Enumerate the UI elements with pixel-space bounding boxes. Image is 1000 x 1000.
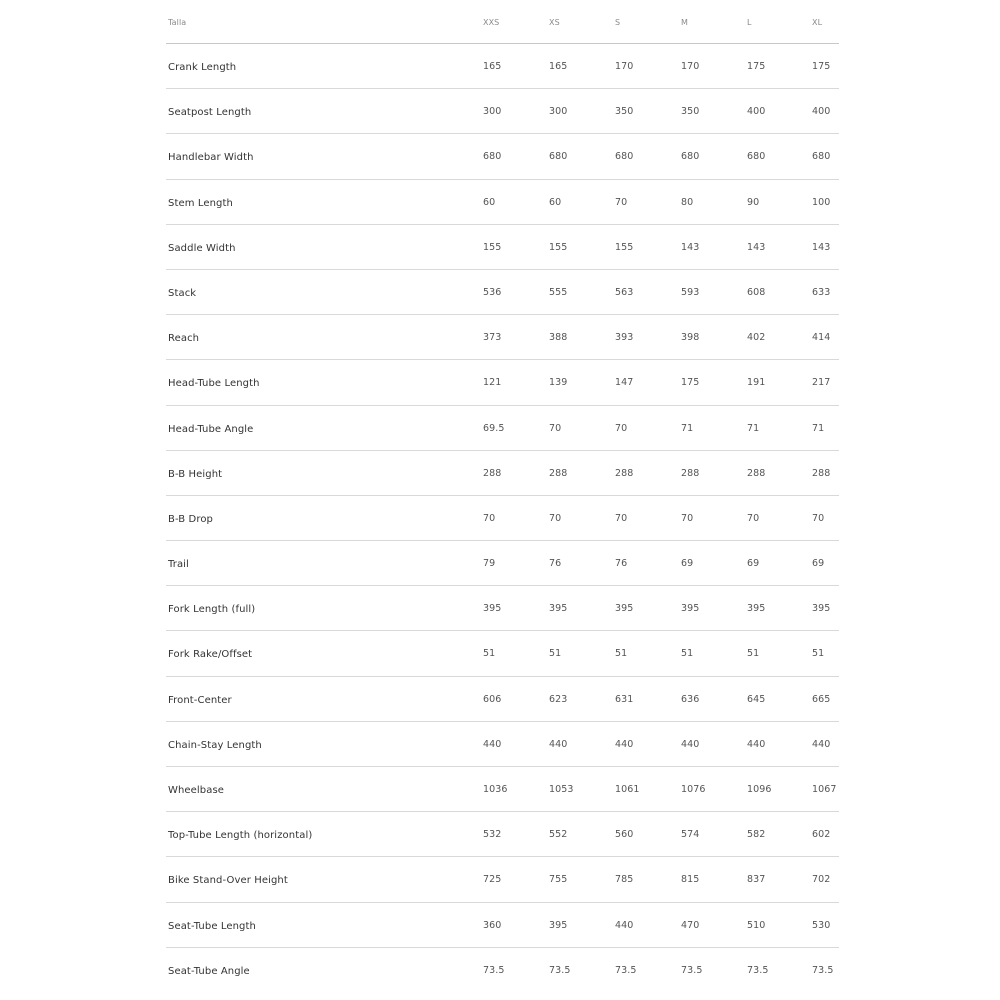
table-row bbox=[166, 722, 839, 767]
row-value: 510 bbox=[747, 919, 766, 931]
row-value: 300 bbox=[549, 106, 568, 118]
row-value: 470 bbox=[681, 919, 700, 931]
row-value: 143 bbox=[812, 241, 831, 253]
row-value: 440 bbox=[615, 738, 634, 750]
table-row bbox=[166, 496, 839, 541]
table-row bbox=[166, 225, 839, 270]
table-row bbox=[166, 360, 839, 405]
row-value: 147 bbox=[615, 377, 634, 389]
table-row bbox=[166, 315, 839, 360]
geometry-table bbox=[166, 0, 839, 993]
row-value: 139 bbox=[549, 377, 568, 389]
row-label: Seat-Tube Angle bbox=[168, 965, 250, 977]
table-row bbox=[166, 541, 839, 586]
row-label: Bike Stand-Over Height bbox=[168, 875, 288, 887]
row-value: 440 bbox=[747, 738, 766, 750]
row-value: 80 bbox=[681, 196, 694, 208]
row-value: 593 bbox=[681, 286, 700, 298]
row-value: 606 bbox=[483, 693, 502, 705]
table-row bbox=[166, 903, 839, 948]
row-value: 574 bbox=[681, 829, 700, 841]
row-value: 373 bbox=[483, 332, 502, 344]
row-value: 395 bbox=[483, 603, 502, 615]
row-value: 680 bbox=[681, 151, 700, 163]
row-label: Crank Length bbox=[168, 62, 237, 73]
row-value: 360 bbox=[483, 919, 502, 931]
table-row bbox=[166, 89, 839, 134]
row-value: 71 bbox=[681, 422, 694, 434]
row-value: 680 bbox=[812, 151, 831, 163]
table-row bbox=[166, 812, 839, 857]
row-value: 155 bbox=[483, 241, 502, 253]
row-value: 1036 bbox=[483, 784, 508, 795]
table-row bbox=[166, 631, 839, 676]
row-value: 395 bbox=[615, 603, 634, 615]
row-value: 73.5 bbox=[615, 964, 637, 976]
row-value: 1053 bbox=[549, 784, 574, 795]
row-value: 175 bbox=[747, 61, 766, 72]
row-label: B-B Height bbox=[168, 468, 223, 480]
row-value: 70 bbox=[549, 512, 562, 524]
row-value: 395 bbox=[747, 603, 766, 615]
row-value: 665 bbox=[812, 693, 831, 705]
table-row bbox=[166, 406, 839, 451]
row-value: 400 bbox=[812, 106, 831, 118]
row-value: 100 bbox=[812, 196, 831, 208]
row-value: 288 bbox=[549, 467, 568, 479]
header-size-label: Talla bbox=[168, 18, 187, 27]
row-value: 76 bbox=[615, 558, 628, 570]
row-value: 73.5 bbox=[681, 964, 703, 976]
header-size-xs: XS bbox=[549, 18, 560, 27]
row-value: 71 bbox=[812, 422, 825, 434]
row-value: 51 bbox=[483, 648, 496, 660]
row-label: Chain-Stay Length bbox=[168, 739, 262, 751]
table-row bbox=[166, 451, 839, 496]
row-label: Seat-Tube Length bbox=[168, 920, 256, 932]
row-value: 288 bbox=[681, 467, 700, 479]
row-value: 90 bbox=[747, 196, 760, 208]
row-value: 143 bbox=[681, 241, 700, 253]
row-value: 398 bbox=[681, 332, 700, 344]
row-label: Stack bbox=[168, 287, 197, 299]
row-value: 143 bbox=[747, 241, 766, 253]
row-value: 51 bbox=[549, 648, 562, 660]
header-size-xxs: XXS bbox=[483, 18, 500, 27]
row-value: 70 bbox=[615, 422, 628, 434]
row-value: 440 bbox=[681, 738, 700, 750]
row-value: 555 bbox=[549, 286, 568, 298]
row-value: 636 bbox=[681, 693, 700, 705]
row-label: Saddle Width bbox=[168, 242, 236, 254]
table-row bbox=[166, 586, 839, 631]
row-value: 121 bbox=[483, 377, 502, 389]
row-label: Top-Tube Length (horizontal) bbox=[168, 830, 313, 842]
row-value: 395 bbox=[812, 603, 831, 615]
row-value: 608 bbox=[747, 286, 766, 298]
table-row bbox=[166, 677, 839, 722]
row-value: 440 bbox=[812, 738, 831, 750]
row-value: 191 bbox=[747, 377, 766, 389]
row-value: 70 bbox=[681, 512, 694, 524]
row-value: 414 bbox=[812, 332, 831, 344]
row-label: Head-Tube Angle bbox=[168, 423, 254, 435]
row-value: 563 bbox=[615, 286, 634, 298]
row-value: 70 bbox=[812, 512, 825, 524]
row-value: 69 bbox=[812, 558, 825, 570]
row-value: 582 bbox=[747, 829, 766, 841]
row-value: 560 bbox=[615, 829, 634, 841]
row-value: 69.5 bbox=[483, 422, 505, 434]
table-row bbox=[166, 857, 839, 902]
row-value: 70 bbox=[615, 196, 628, 208]
row-value: 71 bbox=[747, 422, 760, 434]
row-value: 440 bbox=[549, 738, 568, 750]
row-value: 785 bbox=[615, 874, 634, 886]
row-label: Trail bbox=[168, 559, 189, 571]
row-value: 288 bbox=[615, 467, 634, 479]
row-value: 73.5 bbox=[812, 964, 834, 976]
table-row bbox=[166, 948, 839, 993]
row-value: 623 bbox=[549, 693, 568, 705]
row-label: B-B Drop bbox=[168, 513, 214, 525]
row-value: 73.5 bbox=[549, 964, 571, 976]
row-value: 300 bbox=[483, 106, 502, 118]
row-value: 395 bbox=[681, 603, 700, 615]
row-value: 530 bbox=[812, 919, 831, 931]
row-label: Stem Length bbox=[168, 197, 233, 209]
table-row bbox=[166, 134, 839, 179]
row-value: 395 bbox=[549, 919, 568, 931]
row-value: 552 bbox=[549, 829, 568, 841]
row-value: 51 bbox=[747, 648, 760, 660]
header-size-xl: XL bbox=[812, 18, 823, 27]
row-value: 288 bbox=[812, 467, 831, 479]
row-value: 73.5 bbox=[483, 964, 505, 976]
row-value: 70 bbox=[747, 512, 760, 524]
row-value: 725 bbox=[483, 874, 502, 886]
row-value: 165 bbox=[483, 61, 502, 72]
table-row bbox=[166, 180, 839, 225]
row-value: 1061 bbox=[615, 784, 640, 795]
row-value: 602 bbox=[812, 829, 831, 841]
row-value: 815 bbox=[681, 874, 700, 886]
row-value: 388 bbox=[549, 332, 568, 344]
row-value: 73.5 bbox=[747, 964, 769, 976]
row-value: 175 bbox=[812, 61, 831, 72]
row-value: 645 bbox=[747, 693, 766, 705]
row-value: 79 bbox=[483, 558, 496, 570]
row-label: Fork Rake/Offset bbox=[168, 649, 253, 661]
row-label: Head-Tube Length bbox=[168, 378, 260, 390]
row-value: 440 bbox=[615, 919, 634, 931]
row-label: Wheelbase bbox=[168, 785, 225, 796]
row-value: 680 bbox=[747, 151, 766, 163]
row-value: 1067 bbox=[812, 784, 837, 795]
header-size-s: S bbox=[615, 18, 621, 27]
row-value: 288 bbox=[747, 467, 766, 479]
row-value: 536 bbox=[483, 286, 502, 298]
row-label: Fork Length (full) bbox=[168, 604, 256, 616]
row-value: 70 bbox=[615, 512, 628, 524]
row-value: 350 bbox=[615, 106, 634, 118]
row-value: 60 bbox=[549, 196, 562, 208]
row-value: 532 bbox=[483, 829, 502, 841]
table-row bbox=[166, 767, 839, 812]
row-value: 755 bbox=[549, 874, 568, 886]
row-value: 70 bbox=[549, 422, 562, 434]
row-value: 170 bbox=[615, 61, 634, 72]
row-value: 170 bbox=[681, 61, 700, 72]
row-value: 165 bbox=[549, 61, 568, 72]
row-value: 288 bbox=[483, 467, 502, 479]
header-size-m: M bbox=[681, 18, 689, 27]
row-label: Reach bbox=[168, 333, 200, 345]
row-value: 440 bbox=[483, 738, 502, 750]
table-header-row bbox=[166, 0, 839, 44]
row-label: Handlebar Width bbox=[168, 152, 254, 164]
header-size-l: L bbox=[747, 18, 752, 27]
row-value: 69 bbox=[747, 558, 760, 570]
row-value: 51 bbox=[681, 648, 694, 660]
table-row bbox=[166, 270, 839, 315]
row-value: 217 bbox=[812, 377, 831, 389]
row-value: 1076 bbox=[681, 784, 706, 795]
table-body bbox=[166, 44, 839, 993]
row-value: 702 bbox=[812, 874, 831, 886]
row-value: 51 bbox=[615, 648, 628, 660]
row-value: 402 bbox=[747, 332, 766, 344]
row-value: 633 bbox=[812, 286, 831, 298]
row-value: 155 bbox=[549, 241, 568, 253]
row-value: 680 bbox=[615, 151, 634, 163]
row-value: 175 bbox=[681, 377, 700, 389]
row-label: Front-Center bbox=[168, 694, 232, 706]
row-value: 51 bbox=[812, 648, 825, 660]
row-value: 69 bbox=[681, 558, 694, 570]
table-row bbox=[166, 44, 839, 89]
row-value: 400 bbox=[747, 106, 766, 118]
row-value: 631 bbox=[615, 693, 634, 705]
row-value: 1096 bbox=[747, 784, 772, 795]
row-value: 70 bbox=[483, 512, 496, 524]
row-value: 155 bbox=[615, 241, 634, 253]
row-value: 680 bbox=[549, 151, 568, 163]
row-value: 395 bbox=[549, 603, 568, 615]
row-value: 393 bbox=[615, 332, 634, 344]
row-value: 680 bbox=[483, 151, 502, 163]
row-label: Seatpost Length bbox=[168, 107, 252, 119]
row-value: 60 bbox=[483, 196, 496, 208]
row-value: 76 bbox=[549, 558, 562, 570]
row-value: 837 bbox=[747, 874, 766, 886]
row-value: 350 bbox=[681, 106, 700, 118]
